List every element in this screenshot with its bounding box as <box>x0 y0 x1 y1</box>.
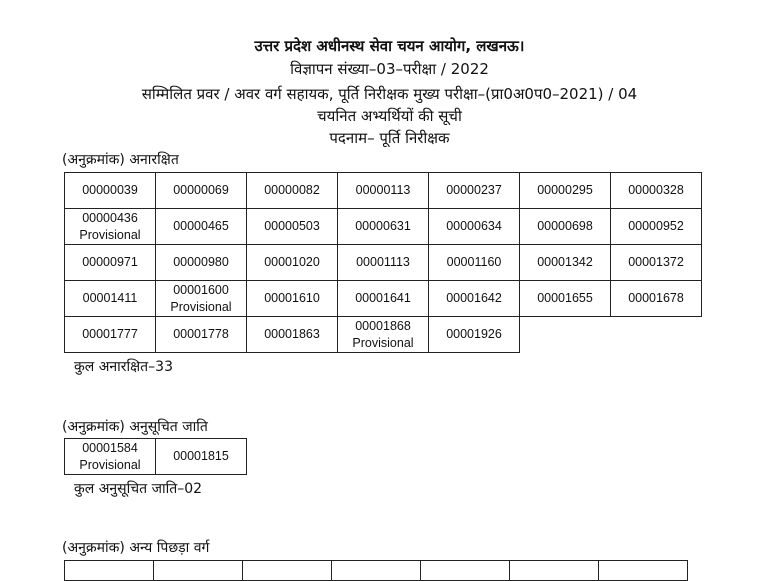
post-name: पदनाम– पूर्ति निरीक्षक <box>329 129 450 147</box>
roll-number-cell <box>247 317 338 353</box>
roll-number-cell <box>338 281 429 317</box>
roll-number: 00000295 <box>537 183 593 197</box>
roll-number: 00000113 <box>355 183 411 197</box>
roll-number-cell <box>247 209 338 245</box>
roll-number: 00001600 <box>173 282 229 297</box>
roll-number: 00000237 <box>446 183 502 197</box>
roll-number-cell <box>156 439 247 475</box>
roll-number-cell <box>65 317 156 353</box>
roll-number: 00001678 <box>628 291 684 305</box>
roll-number-cell <box>156 209 247 245</box>
roll-number-cell <box>156 173 247 209</box>
section-heading-obc: (अनुक्रमांक) अन्य पिछड़ा वर्ग <box>62 540 210 556</box>
roll-number: 00000465 <box>173 219 229 233</box>
provisional-note: Provisional <box>170 299 232 314</box>
roll-number: 00001777 <box>82 327 138 341</box>
section-heading-scheduled-caste: (अनुक्रमांक) अनुसूचित जाति <box>62 419 208 435</box>
roll-number-cell <box>429 209 520 245</box>
table-row <box>65 317 702 353</box>
roll-number: 00000952 <box>628 219 684 233</box>
roll-number: 00001815 <box>173 449 229 463</box>
roll-number-cell <box>611 209 702 245</box>
roll-number-cell <box>338 245 429 281</box>
roll-number-cell <box>520 245 611 281</box>
roll-number-cell <box>611 281 702 317</box>
roll-number-cell <box>247 281 338 317</box>
roll-number-cell <box>520 173 611 209</box>
roll-number: 00001160 <box>446 255 502 269</box>
roll-number: 00000328 <box>628 183 684 197</box>
roll-number: 00000503 <box>264 219 320 233</box>
table-row <box>65 173 702 209</box>
roll-number-cell <box>247 173 338 209</box>
roll-number-cell <box>520 281 611 317</box>
roll-number-table-unreserved <box>64 172 702 353</box>
roll-number-cell <box>65 173 156 209</box>
roll-number-cell <box>156 281 247 317</box>
roll-number-cell <box>247 245 338 281</box>
provisional-note: Provisional <box>352 335 414 350</box>
roll-number: 00001863 <box>264 327 320 341</box>
roll-number-cell <box>429 173 520 209</box>
table-row <box>65 439 247 475</box>
roll-number: 00000634 <box>446 219 502 233</box>
roll-number: 00001926 <box>446 327 502 341</box>
roll-number-cell <box>429 245 520 281</box>
list-title: चयनित अभ्यर्थियों की सूची <box>317 107 462 125</box>
roll-number: 00000436 <box>82 210 138 225</box>
roll-number: 00001868 <box>355 318 411 333</box>
provisional-note: Provisional <box>79 227 141 242</box>
roll-number: 00001655 <box>537 291 593 305</box>
roll-number-cell <box>520 209 611 245</box>
total-scheduled-caste: कुल अनुसूचित जाति–02 <box>74 481 203 497</box>
roll-number: 00001020 <box>264 255 320 269</box>
roll-number-cell <box>611 245 702 281</box>
table-row <box>65 245 702 281</box>
roll-number-cell <box>429 317 520 353</box>
roll-number-table-scheduled-caste <box>64 438 247 475</box>
roll-number-cell <box>156 317 247 353</box>
roll-number-cell <box>65 439 156 475</box>
roll-number: 00000631 <box>355 219 411 233</box>
table-row <box>65 281 702 317</box>
roll-number-cell <box>611 173 702 209</box>
roll-number: 00001372 <box>628 255 684 269</box>
total-unreserved: कुल अनारक्षित–33 <box>74 359 173 375</box>
section-heading-unreserved: (अनुक्रमांक) अनारक्षित <box>62 152 179 168</box>
roll-number-cell <box>429 281 520 317</box>
exam-title: सम्मिलित प्रवर / अवर वर्ग सहायक, पूर्ति निरीक्षक मुख्य परीक्षा–(प्रा0अ0प0–2021) / 04 <box>141 85 638 103</box>
roll-number-cell <box>338 317 429 353</box>
roll-number: 00001411 <box>82 291 138 305</box>
roll-number: 00001584 <box>82 440 138 455</box>
roll-number-cell <box>65 245 156 281</box>
roll-number: 00001641 <box>355 291 411 305</box>
roll-number: 00000069 <box>173 183 229 197</box>
advertisement-number: विज्ञापन संख्या–03–परीक्षा / 2022 <box>290 60 489 78</box>
roll-number-cell <box>65 209 156 245</box>
commission-title: उत्तर प्रदेश अधीनस्थ सेवा चयन आयोग, लखनऊ। <box>254 37 525 55</box>
roll-number: 00001642 <box>446 291 502 305</box>
provisional-note: Provisional <box>79 457 141 472</box>
roll-number: 00000039 <box>82 183 138 197</box>
roll-number: 00000698 <box>537 219 593 233</box>
roll-number-cell <box>338 173 429 209</box>
roll-number: 00000980 <box>173 255 229 269</box>
roll-number: 00001113 <box>356 255 410 269</box>
roll-number: 00001342 <box>537 255 593 269</box>
table-row <box>65 209 702 245</box>
roll-number-table-obc <box>64 560 688 581</box>
roll-number: 00001778 <box>173 327 229 341</box>
roll-number: 00001610 <box>264 291 320 305</box>
roll-number: 00000082 <box>264 183 320 197</box>
roll-number-cell <box>338 209 429 245</box>
roll-number-cell <box>156 245 247 281</box>
roll-number: 00000971 <box>82 255 138 269</box>
roll-number-cell <box>65 281 156 317</box>
